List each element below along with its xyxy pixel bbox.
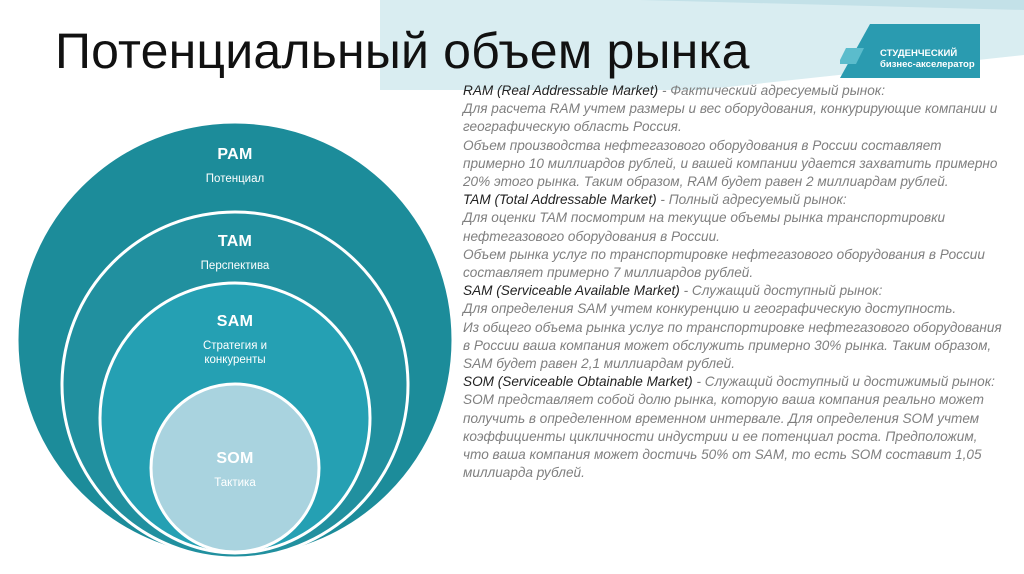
- ring-pam-sub: Потенциал: [205, 173, 265, 185]
- sam-paragraph-1: Для определения SAM учтем конкуренцию и географическую доступность.: [463, 301, 957, 317]
- logo-text: [880, 48, 1000, 70]
- logo-line-1: СТУДЕНЧЕСКИЙ: [880, 48, 958, 59]
- som-heading-term: SOM (Serviceable Obtainable Market): [463, 374, 693, 390]
- page-title: Потенциальный объем рынка: [55, 23, 750, 79]
- sam-heading: [463, 282, 1003, 300]
- ring-tam-heading: TAM: [217, 233, 253, 250]
- ram-heading-term: RAM (Real Addressable Market): [463, 83, 659, 98]
- tam-heading: [463, 191, 1003, 209]
- tam-heading-desc: - Полный адресуемый рынок:: [656, 192, 847, 208]
- ring-sam-sub: [155, 339, 315, 367]
- ring-tam-sub: Перспектива: [200, 260, 270, 272]
- ring-sam-sub-line1: Стратегия и: [202, 340, 268, 352]
- description-text: [463, 82, 1003, 482]
- tam-paragraph-2: Объем рынка услуг по транспортировке нефтегазового оборудования в России составляет примерно 7 миллиардов рублей.: [463, 246, 985, 281]
- logo-line-2: бизнес-акселератор: [880, 59, 975, 70]
- ring-sam-sub-line2: конкуренты: [204, 354, 266, 366]
- ring-som-label: [155, 450, 315, 490]
- ram-paragraph-2: Объем производства нефтегазового оборудования в России составляет примерно 10 миллиардов рублей, и вашей компании удается захватить примерно 20% этого рынка. Таким образом, RAM будет равен 2 миллиардам рублей.: [463, 137, 998, 190]
- ring-sam-heading: SAM: [216, 313, 254, 330]
- sam-heading-term: SAM (Serviceable Available Market): [463, 283, 680, 299]
- ring-som-sub: Тактика: [214, 477, 256, 489]
- ring-som-heading: SOM: [216, 450, 254, 467]
- som-paragraph-1: SOM представляет собой долю рынка, которую ваша компания реально может получить в определенном временном интервале. Для определения SOM учтем коэффициенты цикличности индустрии и ее потенциал роста. Предположим, что ваша компания может достичь 50% от SAM, то есть SOM составит 1,05 миллиарда рублей.: [463, 392, 984, 481]
- som-heading: [463, 373, 1003, 391]
- ring-sam-label: [155, 313, 315, 367]
- ram-paragraph-1: Для расчета RAM учтем размеры и вес оборудования, конкурирующие компании и географическую область Россия.: [463, 101, 998, 135]
- ring-tam-label: [155, 233, 315, 273]
- tam-heading-term: TAM (Total Addressable Market): [463, 192, 657, 208]
- ram-heading-desc: - Фактический адресуемый рынок:: [658, 83, 885, 98]
- tam-paragraph-1: Для оценки TAM посмотрим на текущие объемы рынка транспортировки нефтегазового оборудования в России.: [463, 210, 946, 244]
- ram-heading: [463, 82, 1003, 100]
- som-heading-desc: - Служащий доступный и достижимый рынок:: [692, 374, 995, 390]
- sam-paragraph-2: Из общего объема рынка услуг по транспортировке нефтегазового оборудования в России ваша компания может обслужить примерно 30% рынка. Таким образом, SAM будет равен 2,1 миллиардам рублей.: [463, 319, 1002, 372]
- ring-pam-label: [155, 146, 315, 186]
- sam-heading-desc: - Служащий доступный рынок:: [679, 283, 883, 299]
- ring-pam-heading: PAM: [217, 146, 253, 163]
